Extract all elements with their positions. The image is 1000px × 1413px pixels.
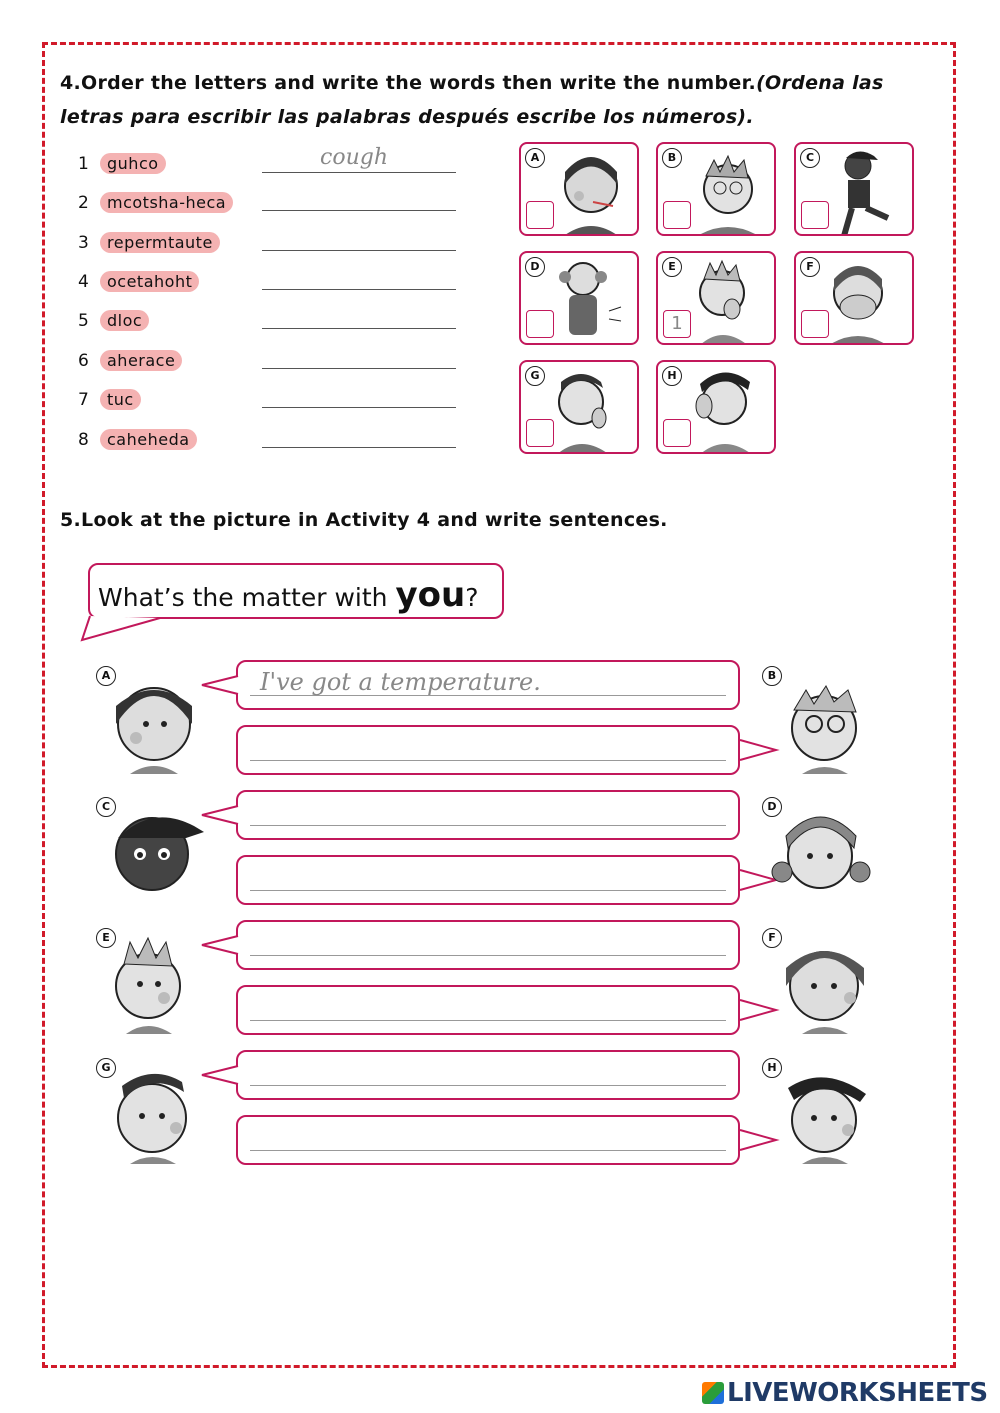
- word-item-3: 3 repermtaute: [78, 233, 220, 253]
- answer-line-4[interactable]: [262, 289, 456, 290]
- word-item-7: 7 tuc: [78, 390, 141, 410]
- word-item-2: 2 mcotsha-heca: [78, 193, 233, 213]
- answer-bubble-f[interactable]: [236, 985, 740, 1035]
- instruction-es: (Ordena las letras para escribir las palabras después escribe los números).: [60, 72, 884, 128]
- scrambled-word: dloc: [100, 310, 149, 331]
- face-label-b: B: [762, 666, 782, 686]
- answer-line-3[interactable]: [262, 250, 456, 251]
- answer-bubble-a[interactable]: I've got a temperature.: [236, 660, 740, 710]
- answer-bubble-h[interactable]: [236, 1115, 740, 1165]
- face-label-c: C: [96, 797, 116, 817]
- answer-bubble-d[interactable]: [236, 855, 740, 905]
- picture-card-a: [519, 142, 639, 236]
- answer-line-5[interactable]: [262, 328, 456, 329]
- face-b: [770, 668, 880, 774]
- card-label: F: [800, 257, 820, 277]
- card-label: G: [525, 366, 545, 386]
- question-speech-bubble: [88, 563, 504, 619]
- word-item-1: 1 guhco: [78, 154, 166, 174]
- liveworksheets-logo: LIVEWORKSHEETS: [702, 1378, 988, 1408]
- instruction-en: 4.Order the letters and write the words then write the number.: [60, 72, 757, 94]
- speech-tail: [80, 614, 170, 642]
- picture-card-c: [794, 142, 914, 236]
- answer-line-7[interactable]: [262, 407, 456, 408]
- number-box[interactable]: [801, 201, 829, 229]
- face-label-f: F: [762, 928, 782, 948]
- picture-card-g: [519, 360, 639, 454]
- card-label: E: [662, 257, 682, 277]
- answer-bubble-g[interactable]: [236, 1050, 740, 1100]
- answer-bubble-b[interactable]: [236, 725, 740, 775]
- scrambled-word: ocetahoht: [100, 271, 199, 292]
- number-box[interactable]: [663, 201, 691, 229]
- number-box[interactable]: [526, 419, 554, 447]
- picture-card-d: [519, 251, 639, 345]
- face-label-g: G: [96, 1058, 116, 1078]
- face-h: [770, 1058, 880, 1164]
- number-box[interactable]: [526, 201, 554, 229]
- answer-line-8[interactable]: [262, 447, 456, 448]
- card-label: D: [525, 257, 545, 277]
- scrambled-word: guhco: [100, 153, 166, 174]
- answer-bubble-c[interactable]: [236, 790, 740, 840]
- number-box[interactable]: [663, 419, 691, 447]
- answer-line-2[interactable]: [262, 210, 456, 211]
- answer-line-1[interactable]: [262, 172, 456, 173]
- activity5-instruction: 5.Look at the picture in Activity 4 and write sentences.: [60, 509, 668, 531]
- face-d: [766, 798, 876, 904]
- word-item-8: 8 caheheda: [78, 430, 197, 450]
- face-label-e: E: [96, 928, 116, 948]
- answer-example-1: cough: [320, 145, 388, 170]
- face-label-a: A: [96, 666, 116, 686]
- word-item-5: 5 dloc: [78, 311, 149, 331]
- number-box[interactable]: [526, 310, 554, 338]
- logo-icon: [702, 1382, 724, 1404]
- picture-card-e: [656, 251, 776, 345]
- number-box[interactable]: 1: [663, 310, 691, 338]
- word-item-4: 4 ocetahoht: [78, 272, 199, 292]
- face-label-d: D: [762, 797, 782, 817]
- scrambled-word: tuc: [100, 389, 141, 410]
- question-text: What’s the matter with you?: [98, 575, 479, 615]
- activity4-instruction: [60, 66, 940, 134]
- scrambled-word: repermtaute: [100, 232, 220, 253]
- scrambled-word: caheheda: [100, 429, 197, 450]
- word-item-6: 6 aherace: [78, 351, 182, 371]
- face-label-h: H: [762, 1058, 782, 1078]
- picture-card-h: [656, 360, 776, 454]
- face-a: [96, 668, 206, 774]
- picture-card-f: [794, 251, 914, 345]
- face-f: [766, 928, 876, 1034]
- number-box[interactable]: [801, 310, 829, 338]
- card-label: B: [662, 148, 682, 168]
- card-label: A: [525, 148, 545, 168]
- answer-line-6[interactable]: [262, 368, 456, 369]
- answer-bubble-e[interactable]: [236, 920, 740, 970]
- card-label: C: [800, 148, 820, 168]
- scrambled-word: aherace: [100, 350, 182, 371]
- card-label: H: [662, 366, 682, 386]
- scrambled-word: mcotsha-heca: [100, 192, 233, 213]
- picture-card-b: [656, 142, 776, 236]
